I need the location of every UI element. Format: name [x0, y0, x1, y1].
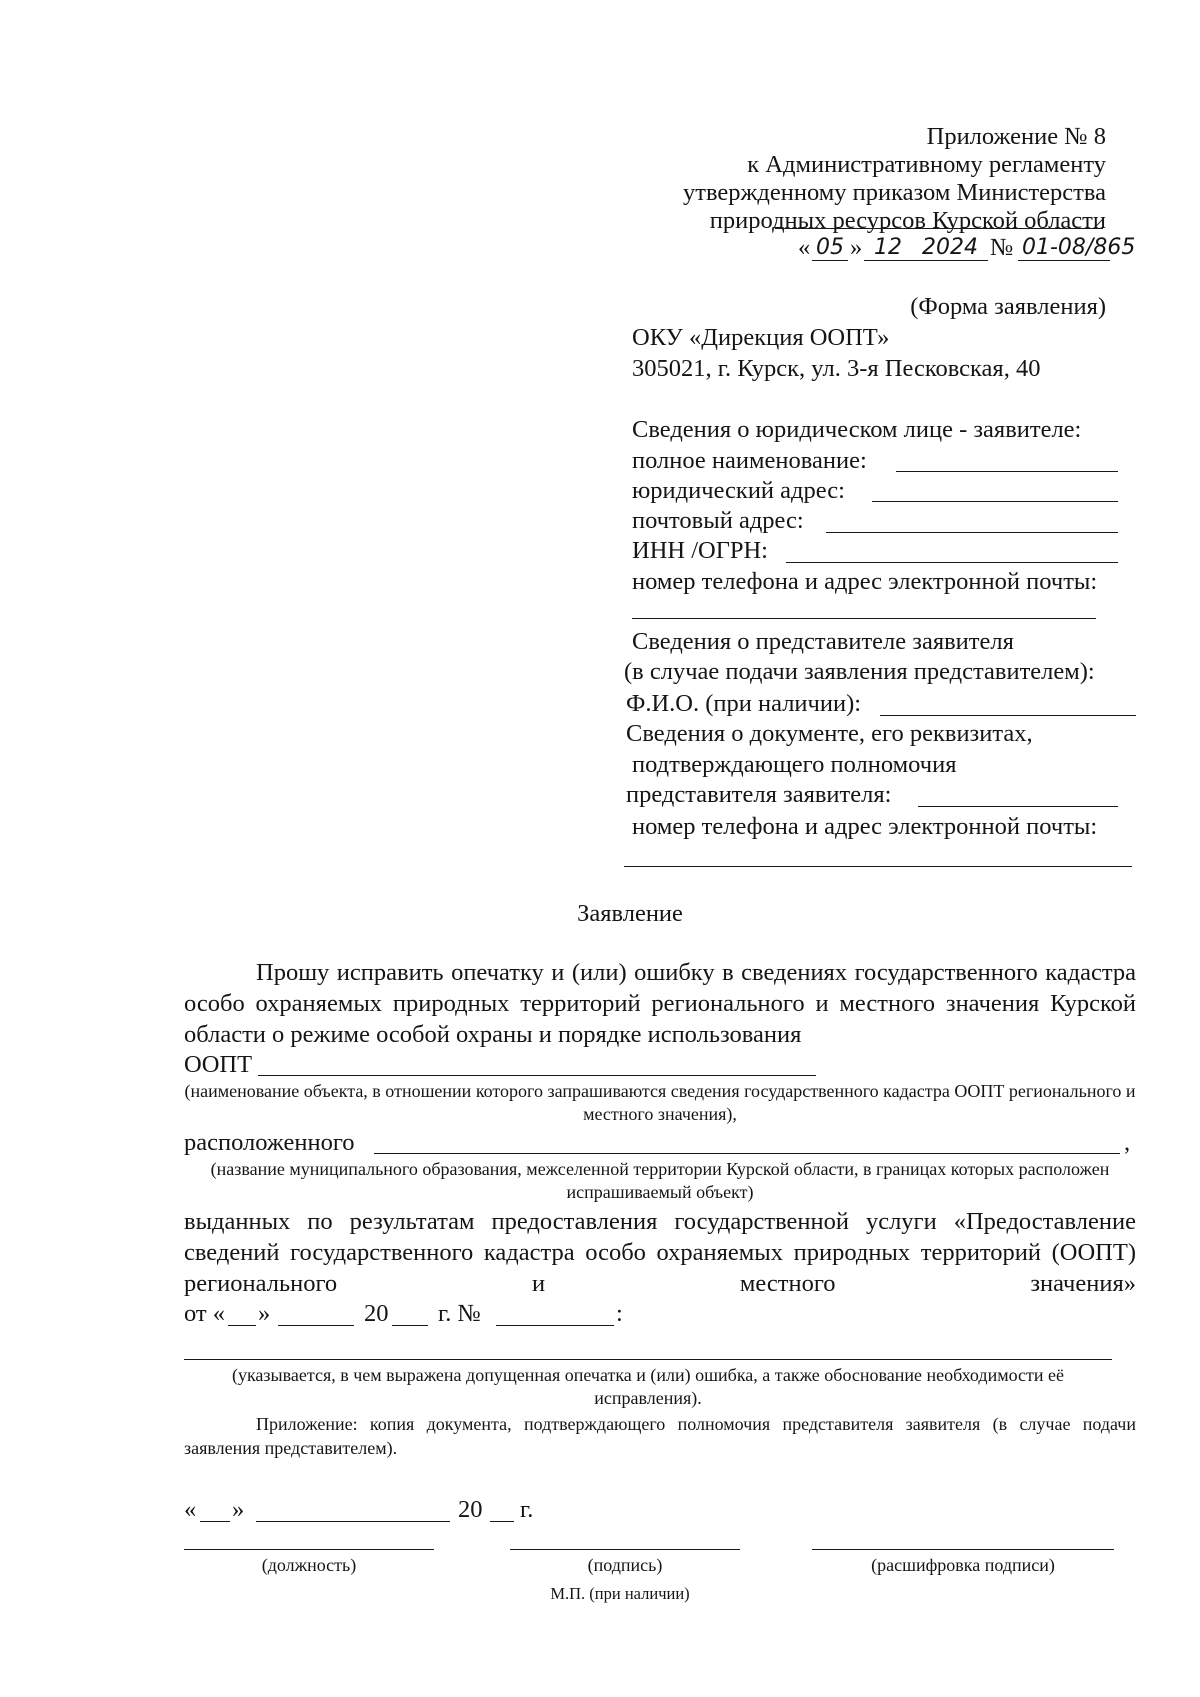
recipient-address: 305021, г. Курск, ул. 3-я Песковская, 40: [632, 355, 1041, 382]
footer-year-prefix: 20: [458, 1496, 483, 1523]
footer-quote-close: »: [232, 1496, 245, 1523]
issued-number-field[interactable]: [496, 1325, 614, 1326]
attachment-note: Приложение: копия документа, подтверждающего полномочия представителя заявителя (в случае подачи заявления представителем).: [184, 1414, 1136, 1458]
representative-fio-label: Ф.И.О. (при наличии):: [626, 690, 862, 717]
position-field[interactable]: [184, 1549, 434, 1550]
location-comma: ,: [1124, 1129, 1131, 1156]
representative-contacts-field[interactable]: [624, 866, 1132, 867]
order-year: 2024: [922, 235, 978, 260]
order-day-underline: [812, 260, 848, 261]
ministry-underline: [775, 228, 1103, 229]
body-paragraph-2: выданных по результатам предоставления государственной услуги «Предоставление сведений государственного кадастра особо охраняемых природных территорий (ООПТ) регионального и местного значения»: [184, 1208, 1136, 1297]
applicant-full-name-field[interactable]: [896, 471, 1118, 472]
applicant-full-name-label: полное наименование:: [632, 447, 867, 474]
applicant-heading: Сведения о юридическом лице - заявителе:: [632, 416, 1082, 443]
signature-caption: (подпись): [587, 1555, 663, 1575]
caption-municipality: (название муниципального образования, межселенной территории Курской области, в границах которых расположен испрашиваемый объект): [210, 1159, 1110, 1202]
representative-doc-line2: подтверждающего полномочия: [632, 751, 957, 778]
representative-doc-line1: Сведения о документе, его реквизитах,: [626, 720, 1033, 747]
applicant-contacts-field[interactable]: [632, 618, 1096, 619]
caption-object-name: (наименование объекта, в отношении которого запрашиваются сведения государственного кадастра ООПТ регионального и местного значения),: [184, 1081, 1136, 1124]
applicant-postal-address-label: почтовый адрес:: [632, 507, 804, 534]
issued-from-label: от «: [184, 1300, 226, 1327]
issued-year-field[interactable]: [392, 1325, 428, 1326]
applicant-legal-address-field[interactable]: [872, 501, 1118, 502]
issued-number-label: г. №: [438, 1300, 481, 1327]
order-day: 05: [816, 235, 844, 260]
body-located: расположенного: [184, 1129, 355, 1156]
issued-day-field[interactable]: [228, 1325, 256, 1326]
applicant-inn-field[interactable]: [786, 562, 1118, 563]
recipient-name: ОКУ «Дирекция ООПТ»: [632, 324, 890, 351]
appendix-approved-by: утвержденному приказом Министерства: [682, 179, 1106, 206]
order-month-year-underline: [864, 260, 988, 261]
signature-field[interactable]: [510, 1549, 740, 1550]
body-paragraph-1: Прошу исправить опечатку и (или) ошибку в сведениях государственного кадастра особо охраняемых природных территорий регионального и местного значения Курской области о режиме особой охраны и порядке использования: [184, 959, 1136, 1048]
footer-year-suffix: г.: [520, 1496, 534, 1523]
order-month: 12: [874, 235, 902, 260]
footer-quote-open: «: [184, 1496, 197, 1523]
order-number: 01-08/865: [1022, 235, 1136, 260]
issued-month-field[interactable]: [278, 1325, 354, 1326]
footer-month-field[interactable]: [256, 1521, 450, 1522]
issued-quote-close: »: [258, 1300, 271, 1327]
footer-day-field[interactable]: [200, 1521, 230, 1522]
oopt-name-field[interactable]: [258, 1075, 816, 1076]
order-number-sign: №: [990, 234, 1014, 261]
stamp-caption: М.П. (при наличии): [550, 1584, 690, 1603]
appendix-regulation: к Административному регламенту: [747, 151, 1106, 178]
representative-fio-field[interactable]: [880, 715, 1136, 716]
representative-doc-line3: представителя заявителя:: [626, 781, 892, 808]
order-number-underline: [1018, 260, 1110, 261]
order-quote-close: »: [850, 234, 863, 261]
representative-note: (в случае подачи заявления представителем):: [624, 658, 1095, 685]
document-title: Заявление: [577, 900, 683, 927]
footer-year-field[interactable]: [490, 1521, 514, 1522]
representative-contacts-label: номер телефона и адрес электронной почты:: [632, 813, 1098, 840]
decoding-caption: (расшифровка подписи): [871, 1555, 1055, 1575]
body-oopt: ООПТ: [184, 1051, 253, 1078]
representative-heading: Сведения о представителе заявителя: [632, 628, 1014, 655]
error-description-field[interactable]: [184, 1359, 1112, 1360]
applicant-legal-address-label: юридический адрес:: [632, 477, 845, 504]
representative-doc-field[interactable]: [918, 806, 1118, 807]
applicant-postal-address-field[interactable]: [826, 532, 1118, 533]
issued-year-prefix: 20: [364, 1300, 389, 1327]
appendix-number: Приложение № 8: [926, 123, 1106, 150]
signature-decoding-field[interactable]: [812, 1549, 1114, 1550]
form-label: (Форма заявления): [910, 293, 1106, 320]
appendix-ministry: природных ресурсов Курской области: [709, 207, 1106, 234]
position-caption: (должность): [261, 1555, 357, 1575]
applicant-contacts-label: номер телефона и адрес электронной почты:: [632, 568, 1098, 595]
issued-colon: :: [616, 1300, 623, 1327]
caption-error-description: (указывается, в чем выражена допущенная опечатка и (или) ошибка, а также обоснование необходимости её исправления).: [231, 1365, 1065, 1408]
location-field[interactable]: [374, 1153, 1120, 1154]
order-quote-open: «: [798, 234, 811, 261]
applicant-inn-label: ИНН /ОГРН:: [632, 537, 768, 564]
